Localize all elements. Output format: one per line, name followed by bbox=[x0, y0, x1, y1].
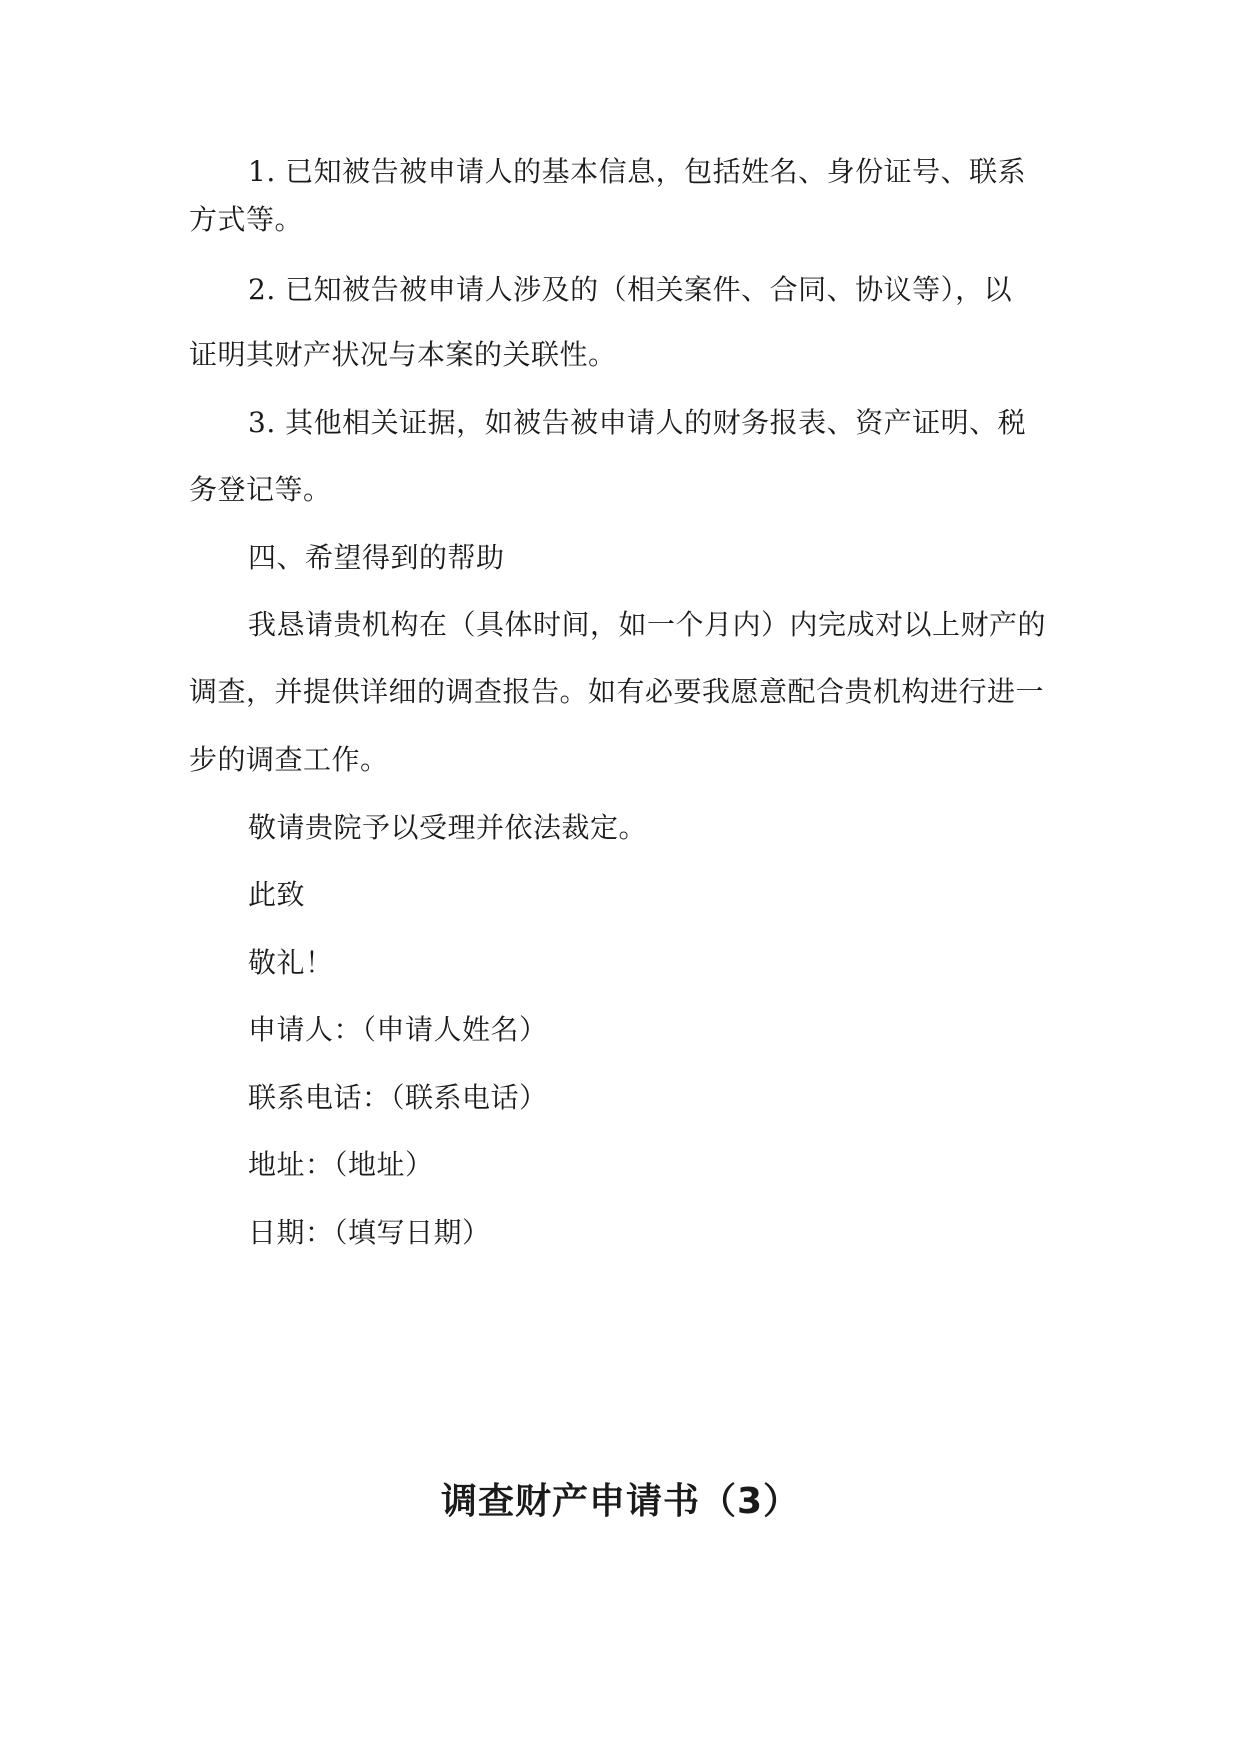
item-2-line-1: 2. 已知被告被申请人涉及的（相关案件、合同、协议等），以 bbox=[248, 273, 1013, 306]
section-heading: 四、希望得到的帮助 bbox=[248, 541, 505, 574]
salutation-cizhi: 此致 bbox=[248, 878, 306, 911]
signature-date: 日期：（填写日期） bbox=[248, 1216, 491, 1249]
request-line-1: 我恳请贵机构在（具体时间，如一个月内）内完成对以上财产的 bbox=[248, 608, 1047, 641]
salutation-jingli: 敬礼！ bbox=[248, 946, 334, 979]
signature-applicant: 申请人：（申请人姓名） bbox=[248, 1013, 548, 1046]
next-document-title: 调查财产申请书（3） bbox=[440, 1481, 801, 1522]
item-2-line-2: 证明其财产状况与本案的关联性。 bbox=[189, 338, 617, 371]
item-3-line-1: 3. 其他相关证据，如被告被申请人的财务报表、资产证明、税 bbox=[248, 406, 1027, 439]
item-1-line-1-text: 1. 已知被告被申请人的基本信息，包括姓名、身份证号、联系 bbox=[248, 155, 1027, 188]
request-line-2: 调查，并提供详细的调查报告。如有必要我愿意配合贵机构进行进一 bbox=[189, 675, 1045, 708]
closing-request: 敬请贵院予以受理并依法裁定。 bbox=[248, 811, 648, 844]
signature-address: 地址：（地址） bbox=[248, 1148, 434, 1181]
request-line-3: 步的调查工作。 bbox=[189, 743, 389, 776]
signature-phone: 联系电话：（联系电话） bbox=[248, 1081, 548, 1114]
item-1-line-2: 方式等。 bbox=[189, 203, 304, 236]
item-3-line-2: 务登记等。 bbox=[189, 473, 332, 506]
item-1-line-1 bbox=[248, 152, 1051, 192]
